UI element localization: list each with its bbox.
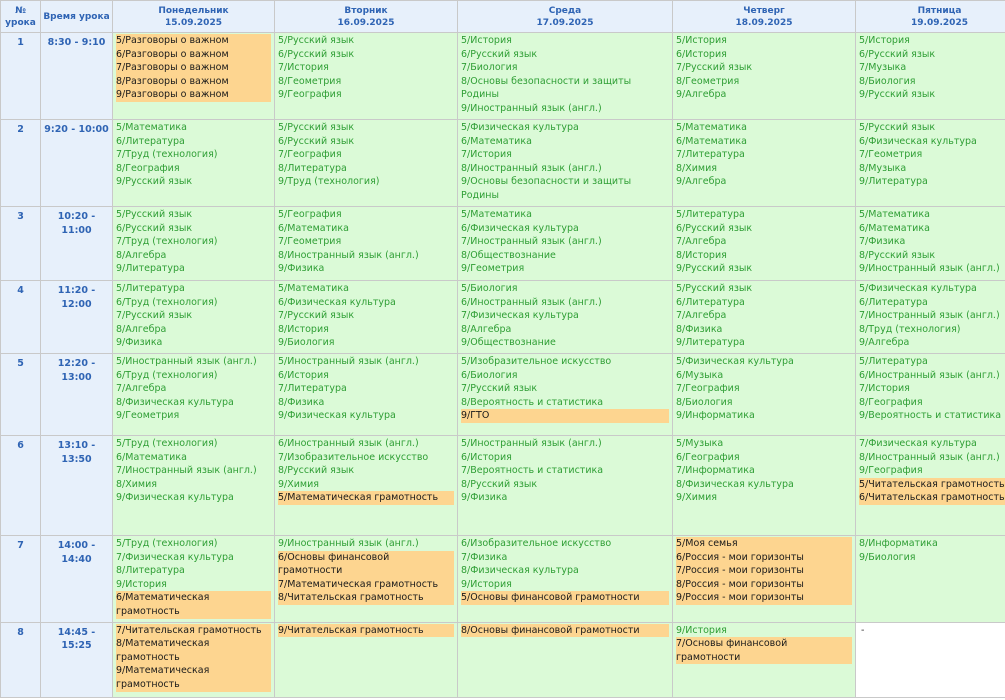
lesson-entry: 9/Физика (461, 492, 508, 504)
lesson-entry: 8/Русский язык (278, 465, 355, 477)
lesson-entry: 5/Физическая культура (859, 283, 977, 294)
lesson-entry: 6/Иностранный язык (англ.) (461, 296, 602, 308)
lesson-time: 9:20 - 10:00 (41, 120, 113, 207)
lesson-entry: 6/Иностранный язык (англ.) (859, 369, 1000, 381)
lesson-entry: 9/История (116, 578, 167, 590)
lesson-entry: 9/Литература (116, 263, 185, 275)
lesson-entry: 7/Алгебра (676, 310, 727, 322)
lesson-entry: 6/Литература (116, 135, 185, 147)
lesson-entry: 5/Основы финансовой грамотности (461, 591, 669, 605)
lesson-time: 10:20 - 11:00 (41, 207, 113, 281)
day-cell-wednesday (458, 281, 673, 354)
lesson-entry: 8/Геометрия (278, 75, 342, 87)
lesson-entry: 5/Физическая культура (676, 356, 794, 367)
lesson-row (1, 281, 1005, 354)
lesson-entry: 7/Физическая культура (116, 551, 234, 563)
lesson-entry: 9/Иностранный язык (англ.) (278, 538, 419, 549)
lesson-entry: 8/Иностранный язык (англ.) (461, 162, 602, 174)
lesson-entry: 9/Иностранный язык (англ.) (859, 263, 1000, 275)
lesson-entry: 6/История (278, 369, 329, 381)
lesson-entry: 5/Моя семья (676, 537, 852, 551)
day-name: Вторник (344, 5, 388, 16)
lesson-entry: 6/Основы финансовой грамотности (278, 551, 454, 578)
lesson-entry: 8/Физика (676, 323, 723, 335)
header-row (1, 1, 1005, 33)
lesson-entry: 9/Русский язык (676, 263, 753, 275)
lesson-row (1, 536, 1005, 623)
lesson-entry: 6/Русский язык (278, 48, 355, 60)
lesson-entry: 6/Русский язык (278, 135, 355, 147)
day-cell-wednesday (458, 207, 673, 281)
lesson-entry: 8/Иностранный язык (англ.) (278, 249, 419, 261)
lesson-entry: 5/Труд (технология) (116, 438, 218, 449)
lesson-entry: 5/История (461, 35, 512, 46)
lesson-entry: 6/Математика (278, 222, 349, 234)
lesson-entry: 7/География (278, 149, 342, 161)
lesson-entry: 9/Россия - мои горизонты (676, 591, 852, 605)
day-cell-friday (856, 120, 1005, 207)
lesson-entry: 6/Физическая культура (859, 135, 977, 147)
lesson-entry: 9/Обществознание (461, 337, 556, 349)
lesson-entry: 5/Физическая культура (461, 122, 579, 133)
lesson-entry: 7/Музыка (859, 62, 907, 74)
day-header-wednesday (458, 1, 673, 33)
lesson-entry: 7/Иностранный язык (англ.) (461, 236, 602, 248)
day-cell-tuesday (275, 207, 458, 281)
lesson-entry: 8/Русский язык (859, 249, 936, 261)
lesson-time: 14:45 - 15:25 (41, 622, 113, 697)
lesson-entry: 6/Читательская грамотность (859, 491, 1005, 505)
lesson-entry: 8/Литература (116, 565, 185, 577)
lesson-entry: 6/Биология (461, 369, 518, 381)
lesson-entry: 9/География (278, 89, 342, 101)
day-cell-thursday (673, 622, 856, 697)
lesson-entry: 7/Иностранный язык (англ.) (859, 310, 1000, 322)
day-cell-tuesday (275, 622, 458, 697)
lesson-entry: 9/Труд (технология) (278, 176, 380, 188)
lesson-entry: 9/ГТО (461, 409, 669, 423)
lesson-entry: 7/Геометрия (278, 236, 342, 248)
lesson-entry: 7/Иностранный язык (англ.) (116, 465, 257, 477)
lesson-entry: 9/Физика (116, 337, 163, 349)
lesson-entry: 7/Основы финансовой грамотности (676, 637, 852, 664)
day-header-tuesday (275, 1, 458, 33)
lesson-entry: 7/Читательская грамотность (116, 624, 271, 638)
lesson-entry: 6/Изобразительное искусство (461, 538, 612, 549)
lesson-entry: 9/Вероятность и статистика (859, 410, 1002, 422)
lesson-entry: 5/Русский язык (278, 122, 355, 133)
lesson-entry: 5/Математика (461, 209, 532, 220)
lesson-entry: 6/Математическая грамотность (116, 591, 271, 618)
lesson-entry: 5/Литература (116, 283, 185, 294)
day-cell-tuesday (275, 281, 458, 354)
lesson-entry: 9/География (859, 465, 923, 477)
lesson-entry: 5/География (278, 209, 342, 220)
day-cell-monday (113, 281, 275, 354)
lesson-entry: 8/Математическая грамотность (116, 637, 271, 664)
day-cell-tuesday (275, 436, 458, 536)
lesson-entry: 8/Геометрия (676, 75, 740, 87)
day-cell-friday (856, 33, 1005, 120)
lesson-entry: 5/Математическая грамотность (278, 491, 454, 505)
lesson-entry: 5/Иностранный язык (англ.) (116, 356, 257, 367)
lesson-entry: 9/Биология (278, 337, 335, 349)
lesson-row (1, 436, 1005, 536)
lesson-entry: 6/Русский язык (676, 222, 753, 234)
day-name: Пятница (917, 5, 962, 16)
day-cell-monday (113, 207, 275, 281)
lesson-entry: 9/Читательская грамотность (278, 624, 454, 638)
lesson-entry: 9/История (461, 578, 512, 590)
lesson-entry: 9/Биология (859, 551, 916, 563)
lesson-entry: 9/Информатика (676, 410, 755, 422)
lesson-entry: 5/Математика (278, 283, 349, 294)
lesson-entry: 5/Русский язык (278, 35, 355, 46)
day-cell-thursday (673, 281, 856, 354)
lesson-entry: 6/Математика (116, 451, 187, 463)
lesson-entry: 8/Обществознание (461, 249, 556, 261)
lesson-entry: 6/География (676, 451, 740, 463)
lesson-entry: 6/Русский язык (116, 222, 193, 234)
lesson-entry: 5/Музыка (676, 438, 724, 449)
lesson-entry: 7/Биология (461, 62, 518, 74)
lesson-entry: 8/Биология (859, 75, 916, 87)
lesson-entry: 8/Иностранный язык (англ.) (859, 451, 1000, 463)
lesson-entry: 9/Математическая грамотность (116, 664, 271, 691)
lesson-entry: 7/Алгебра (116, 383, 167, 395)
lesson-entry: 7/Вероятность и статистика (461, 465, 604, 477)
lesson-row (1, 207, 1005, 281)
lesson-entry: 6/Литература (859, 296, 928, 308)
lesson-time: 13:10 - 13:50 (41, 436, 113, 536)
day-cell-monday (113, 436, 275, 536)
lesson-entry: 8/Физическая культура (461, 565, 579, 577)
lesson-entry: 9/Алгебра (676, 176, 727, 188)
day-header-thursday (673, 1, 856, 33)
lesson-entry: 6/Русский язык (859, 48, 936, 60)
day-cell-tuesday (275, 33, 458, 120)
lesson-number: 7 (1, 536, 41, 623)
lesson-entry: 5/Математика (116, 122, 187, 133)
lesson-entry: 7/Физика (461, 551, 508, 563)
lesson-entry: 8/Химия (676, 162, 717, 174)
day-cell-tuesday (275, 354, 458, 436)
lesson-entry: 8/Россия - мои горизонты (676, 578, 852, 592)
day-header-monday (113, 1, 275, 33)
lesson-entry: 7/Алгебра (676, 236, 727, 248)
lesson-entry: 5/Русский язык (859, 122, 936, 133)
lesson-entry: 5/Литература (676, 209, 745, 220)
lesson-entry: 9/Физическая культура (278, 410, 396, 422)
lesson-entry: 6/История (461, 451, 512, 463)
day-name: Четверг (743, 5, 785, 16)
lesson-entry: 7/География (676, 383, 740, 395)
day-date: 17.09.2025 (536, 17, 594, 28)
day-date: 16.09.2025 (337, 17, 395, 28)
lesson-entry: 8/Алгебра (116, 323, 167, 335)
day-cell-thursday (673, 33, 856, 120)
day-name: Среда (548, 5, 582, 16)
lesson-entry: 6/Труд (технология) (116, 296, 218, 308)
lesson-entry: 5/Математика (676, 122, 747, 133)
day-date: 15.09.2025 (165, 17, 222, 28)
day-cell-thursday (673, 120, 856, 207)
lesson-time: 14:00 - 14:40 (41, 536, 113, 623)
lesson-entry: 5/Русский язык (676, 283, 753, 294)
lesson-entry: 5/История (676, 35, 727, 46)
day-cell-tuesday (275, 536, 458, 623)
lesson-entry: 7/История (859, 383, 910, 395)
lesson-number: 8 (1, 622, 41, 697)
lesson-entry: 9/Химия (278, 478, 319, 490)
lesson-entry: 9/Русский язык (859, 89, 936, 101)
lesson-time: 12:20 - 13:00 (41, 354, 113, 436)
lesson-entry: 9/Разговоры о важном (116, 88, 271, 102)
lesson-entry: 6/Физическая культура (278, 296, 396, 308)
lesson-entry: 8/Физическая культура (116, 396, 234, 408)
lesson-entry: 9/Литература (859, 176, 928, 188)
schedule-body (1, 33, 1005, 698)
lesson-entry: 9/Физическая культура (116, 492, 234, 504)
lesson-entry: 6/Россия - мои горизонты (676, 551, 852, 565)
lesson-number: 6 (1, 436, 41, 536)
lesson-entry: 8/Алгебра (116, 249, 167, 261)
lesson-entry: 9/Литература (676, 337, 745, 349)
day-cell-monday (113, 536, 275, 623)
lesson-number: 3 (1, 207, 41, 281)
lesson-entry: 5/Труд (технология) (116, 538, 218, 549)
day-cell-wednesday (458, 354, 673, 436)
lesson-entry: 7/Физическая культура (859, 438, 977, 449)
lesson-entry: 7/Разговоры о важном (116, 61, 271, 75)
lesson-entry: 9/Физика (278, 263, 325, 275)
lesson-entry: 9/История (676, 624, 727, 636)
lesson-entry: 6/Музыка (676, 369, 724, 381)
lesson-time: 8:30 - 9:10 (41, 33, 113, 120)
lesson-entry: 5/Иностранный язык (англ.) (278, 356, 419, 367)
lesson-entry: 9/Геометрия (116, 410, 180, 422)
lesson-entry: 6/Разговоры о важном (116, 48, 271, 62)
day-cell-friday (856, 622, 1005, 697)
lesson-entry: 5/Разговоры о важном (116, 34, 271, 48)
lesson-entry: 7/Россия - мои горизонты (676, 564, 852, 578)
lesson-row (1, 33, 1005, 120)
lesson-entry: 9/Основы безопасности и защиты Родины (461, 176, 632, 201)
lesson-entry: 5/История (859, 35, 910, 46)
lesson-entry: 8/География (116, 162, 180, 174)
lesson-number: 5 (1, 354, 41, 436)
lesson-entry: 7/Литература (278, 383, 347, 395)
lesson-entry: 6/Математика (461, 135, 532, 147)
lesson-entry: 9/Геометрия (461, 263, 525, 275)
lesson-number: 4 (1, 281, 41, 354)
lesson-entry: 8/Физика (278, 396, 325, 408)
day-cell-friday (856, 536, 1005, 623)
day-cell-wednesday (458, 622, 673, 697)
lesson-entry: 5/Читательская грамотность (859, 478, 1005, 492)
lesson-entry: 6/Литература (676, 296, 745, 308)
lesson-entry: 6/Физическая культура (461, 222, 579, 234)
lesson-entry: 7/Труд (технология) (116, 236, 218, 248)
lesson-entry: 8/Физическая культура (676, 478, 794, 490)
lesson-entry: 8/Читательская грамотность (278, 591, 454, 605)
lesson-entry: 7/История (278, 62, 329, 74)
day-cell-friday (856, 436, 1005, 536)
lesson-entry: 7/Физическая культура (461, 310, 579, 322)
lesson-number: 1 (1, 33, 41, 120)
lesson-entry: 8/Труд (технология) (859, 323, 961, 335)
day-cell-monday (113, 622, 275, 697)
lesson-entry: 9/Химия (676, 492, 717, 504)
lesson-entry: 5/Математика (859, 209, 930, 220)
lesson-entry: 7/Литература (676, 149, 745, 161)
day-cell-friday (856, 281, 1005, 354)
lesson-entry: 7/История (461, 149, 512, 161)
lesson-entry: 7/Изобразительное искусство (278, 451, 429, 463)
lesson-number-header: № урока (1, 1, 41, 33)
lesson-entry: 7/Физика (859, 236, 906, 248)
lesson-row (1, 622, 1005, 697)
day-cell-wednesday (458, 120, 673, 207)
day-date: 18.09.2025 (735, 17, 793, 28)
lesson-entry: 7/Русский язык (461, 383, 538, 395)
lesson-entry: 6/Математика (676, 135, 747, 147)
lesson-number: 2 (1, 120, 41, 207)
lesson-entry: 8/Биология (676, 396, 733, 408)
day-cell-monday (113, 120, 275, 207)
day-cell-thursday (673, 354, 856, 436)
day-cell-thursday (673, 207, 856, 281)
lesson-entry: 7/Русский язык (278, 310, 355, 322)
lesson-entry: 7/Русский язык (116, 310, 193, 322)
lesson-entry: 8/Информатика (859, 538, 938, 549)
day-cell-wednesday (458, 536, 673, 623)
day-cell-friday (856, 207, 1005, 281)
lesson-entry: 8/Разговоры о важном (116, 75, 271, 89)
lesson-entry: 8/История (676, 249, 727, 261)
lesson-entry: 6/Математика (859, 222, 930, 234)
lesson-time: 11:20 - 12:00 (41, 281, 113, 354)
lesson-entry: 7/Математическая грамотность (278, 578, 454, 592)
day-cell-monday (113, 33, 275, 120)
lesson-entry: 8/Литература (278, 162, 347, 174)
lesson-entry: 9/Алгебра (859, 337, 910, 349)
day-cell-wednesday (458, 33, 673, 120)
lesson-entry: - (861, 624, 865, 636)
lesson-entry: 5/Литература (859, 356, 928, 367)
lesson-entry: 5/Биология (461, 283, 518, 294)
lesson-entry: 8/Русский язык (461, 478, 538, 490)
lesson-entry: 9/Русский язык (116, 176, 193, 188)
day-cell-tuesday (275, 120, 458, 207)
day-cell-monday (113, 354, 275, 436)
lesson-entry: 6/Русский язык (461, 48, 538, 60)
lesson-row (1, 120, 1005, 207)
lesson-entry: 6/Иностранный язык (англ.) (278, 438, 419, 449)
day-date: 19.09.2025 (911, 17, 968, 28)
lesson-entry: 8/История (278, 323, 329, 335)
day-cell-thursday (673, 536, 856, 623)
lesson-entry: 8/Алгебра (461, 323, 512, 335)
lesson-entry: 6/История (676, 48, 727, 60)
lesson-entry: 8/Основы финансовой грамотности (461, 624, 669, 638)
day-header-friday (856, 1, 1005, 33)
lesson-entry: 5/Иностранный язык (англ.) (461, 438, 602, 449)
lesson-entry: 7/Геометрия (859, 149, 923, 161)
day-cell-wednesday (458, 436, 673, 536)
lesson-entry: 7/Русский язык (676, 62, 753, 74)
lesson-entry: 8/Музыка (859, 162, 907, 174)
lesson-entry: 9/Алгебра (676, 89, 727, 101)
day-cell-thursday (673, 436, 856, 536)
lesson-entry: 8/Химия (116, 478, 157, 490)
lesson-entry: 8/Основы безопасности и защиты Родины (461, 75, 632, 101)
lesson-entry: 7/Труд (технология) (116, 149, 218, 161)
lesson-entry: 7/Информатика (676, 465, 755, 477)
lesson-entry: 5/Русский язык (116, 209, 193, 220)
lesson-entry: 8/Вероятность и статистика (461, 396, 604, 408)
lesson-entry: 5/Изобразительное искусство (461, 356, 612, 367)
day-name: Понедельник (158, 5, 229, 16)
lesson-entry: 6/Труд (технология) (116, 369, 218, 381)
lesson-entry: 8/География (859, 396, 923, 408)
lesson-entry: 9/Иностранный язык (англ.) (461, 102, 602, 114)
day-cell-friday (856, 354, 1005, 436)
lesson-row (1, 354, 1005, 436)
lesson-time-header: Время урока (41, 1, 113, 33)
